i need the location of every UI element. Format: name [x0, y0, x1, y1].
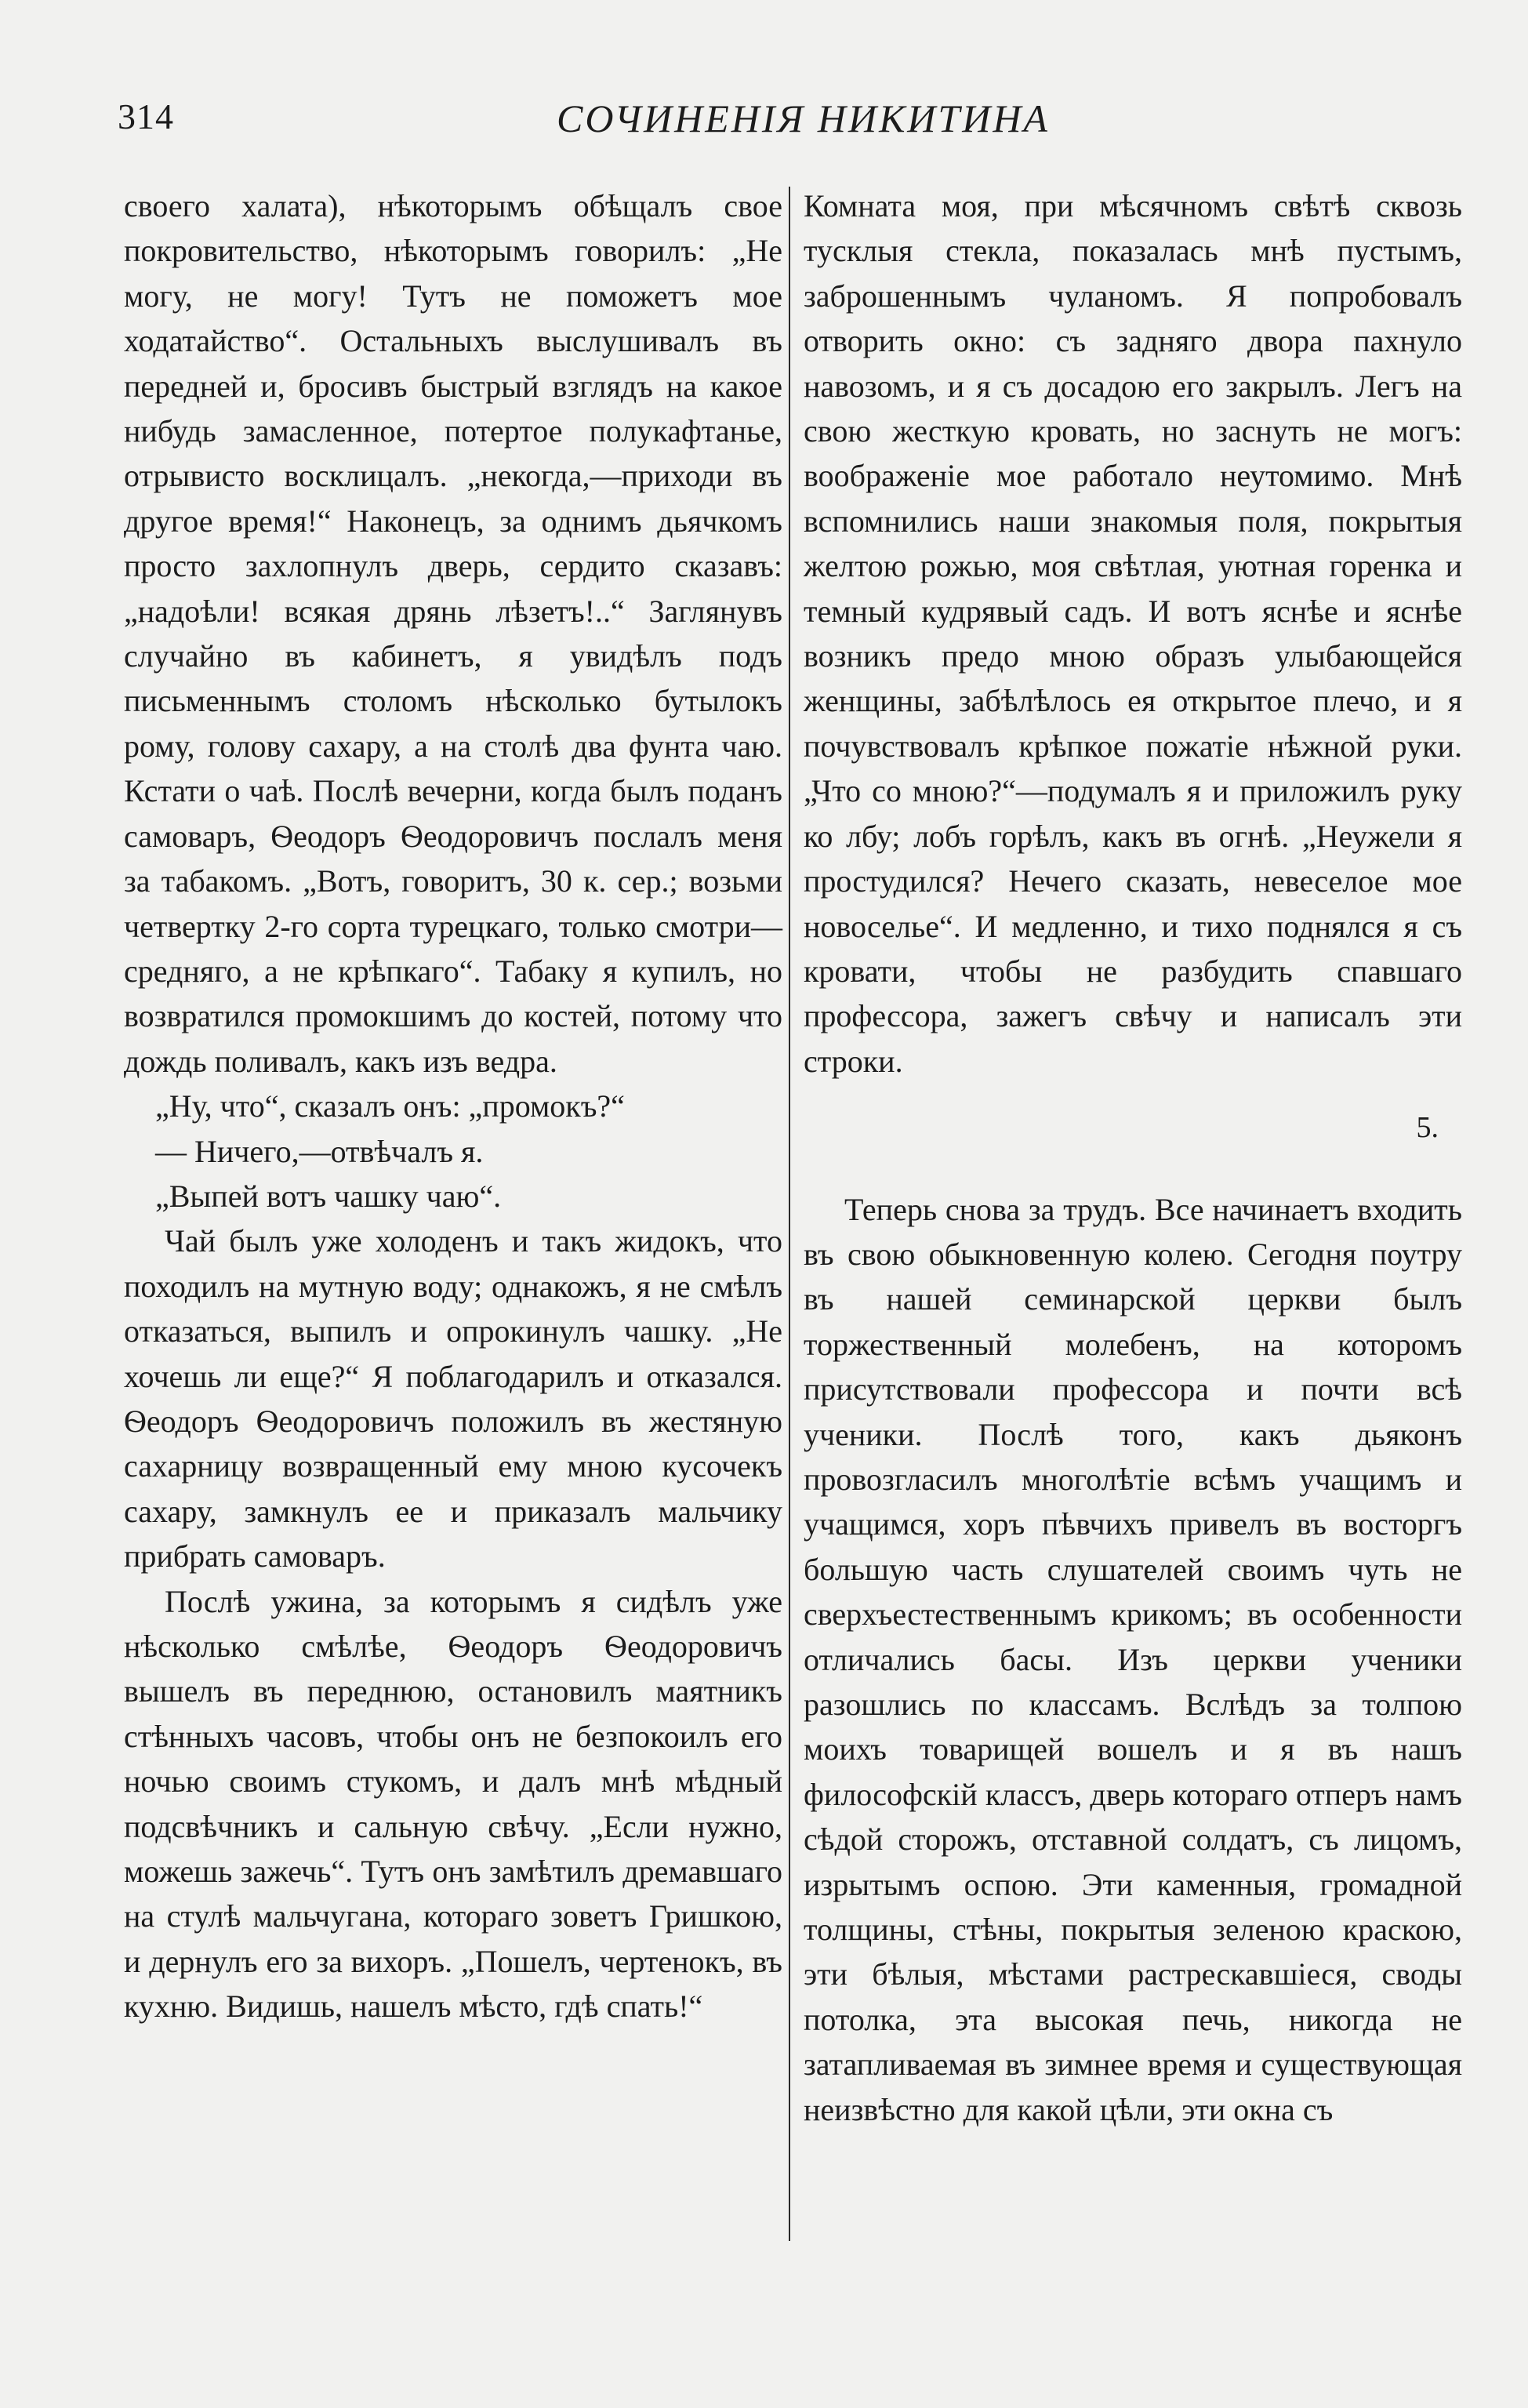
paragraph: Теперь снова за трудъ. Все начинаетъ входить въ свою обыкновенную колею. Сегодня поутру въ нашей семинарской церкви былъ торжественный молебенъ, на которомъ присутствовали профессора и почти всѣ ученики. Послѣ того, какъ дьяконъ провозгласилъ многолѣтіе всѣмъ учащимъ и учащимся, хоръ пѣвчихъ привелъ въ восторгъ большую часть слушателей своимъ чуть не сверхъестественнымъ крикомъ; въ особенности отличались басы. Изъ церкви ученики разошлись по классамъ. Вслѣдъ за толпою моихъ товарищей вошелъ и я въ нашъ философскій классъ, дверь котораго отперъ намъ сѣдой сторожъ, отставной солдатъ, съ лицомъ, изрытымъ оспою. Эти каменныя, громадной толщины, стѣны, покрытыя зеленою краскою, эти бѣлыя, мѣстами растрескавшіеся, своды потолка, эта высокая печь, никогда не затапливаемая въ зимнее время и существующая неизвѣстно для какой цѣли, эти окна съ — [804, 1191, 1462, 2127]
right-column — [804, 183, 1462, 2132]
column-divider — [789, 187, 790, 2241]
dialogue-line: „Ну, что“, сказалъ онъ: „промокъ?“ — [155, 1088, 625, 1124]
dialogue-line: — Ничего,—отвѣчалъ я. — [155, 1133, 484, 1169]
paragraph: Послѣ ужина, за которымъ я сидѣлъ уже нѣсколько смѣлѣе, Ѳеодоръ Ѳеодоровичъ вышелъ въ переднюю, остановилъ маятникъ стѣнныхъ часовъ, чтобы онъ не безпокоилъ его ночью своимъ стукомъ, и далъ мнѣ мѣдный подсвѣчникъ и сальную свѣчу. „Если нужно, можешь зажечь“. Тутъ онъ замѣтилъ дремавшаго на стулѣ мальчугана, котораго зоветъ Гришкою, и дернулъ его за вихоръ. „Пошелъ, чертенокъ, въ кухню. Видишь, нашелъ мѣсто, гдѣ спать!“ — [124, 1583, 782, 2025]
page-header — [118, 96, 1450, 151]
section-number: 5. — [1416, 1111, 1439, 1145]
page-number: 314 — [118, 96, 174, 136]
left-column — [124, 183, 782, 2029]
paragraph: Чай былъ уже холоденъ и такъ жидокъ, что походилъ на мутную воду; однакожъ, я не смѣлъ отказаться, выпилъ и опрокинулъ чашку. „Не хочешь ли еще?“ Я поблагодарилъ и отказался. Ѳеодоръ Ѳеодоровичъ положилъ въ жестяную сахарницу возвращенный ему мною кусочекъ сахару, замкнулъ ее и приказалъ мальчику прибрать самоваръ. — [124, 1223, 782, 1574]
dialogue-line: „Выпей вотъ чашку чаю“. — [155, 1178, 502, 1214]
paragraph: своего халата), нѣкоторымъ обѣщалъ свое покровительство, нѣкоторымъ говорилъ: „Не могу, не могу! Тутъ не поможетъ мое ходатайство“. Остальныхъ выслушивалъ въ передней и, бросивъ быстрый взглядъ на какое нибудь замасленное, потертое полукафтанье, отрывисто восклицалъ. „некогда,—приходи въ другое время!“ Наконецъ, за однимъ дьячкомъ просто захлопнулъ дверь, сердито сказавъ: „надоѣли! всякая дрянь лѣзетъ!..“ Заглянувъ случайно въ кабинетъ, я увидѣлъ подъ письменнымъ столомъ нѣсколько бутылокъ рому, голову сахару, а на столѣ два фунта чаю. Кстати о чаѣ. Послѣ вечерни, когда былъ поданъ самоваръ, Ѳеодоръ Ѳеодоровичъ послалъ меня за табакомъ. „Вотъ, говоритъ, 30 к. сер.; возьми четвертку 2-го сорта турецкаго, только смотри—средняго, а не крѣпкаго“. Табаку я купилъ, но возвратился промокшимъ до костей, потому что дождь поливалъ, какъ изъ ведра. — [124, 188, 782, 1079]
running-title: СОЧИНЕНІЯ НИКИТИНА — [557, 96, 1050, 140]
paragraph: Комната моя, при мѣсячномъ свѣтѣ сквозь тусклыя стекла, показалась мнѣ пустымъ, заброшеннымъ чуланомъ. Я попробовалъ отворить окно: съ задняго двора пахнуло навозомъ, и я съ досадою его закрылъ. Легъ на свою жесткую кровать, но заснуть не могъ: воображеніе мое работало неутомимо. Мнѣ вспомнились наши знакомыя поля, покрытыя желтою рожью, моя свѣтлая, уютная горенка и темный кудрявый садъ. И вотъ яснѣе и яснѣе возникъ предо мною образъ улыбающейся женщины, забѣлѣлось ея открытое плечо, и я почувствовалъ крѣпкое пожатіе нѣжной руки. „Что со мною?“—подумалъ я и приложилъ руку ко лбу; лобъ горѣлъ, какъ въ огнѣ. „Неужели я простудился? Нечего сказать, невеселое мое новоселье“. И медленно, и тихо поднялся я съ кровати, чтобы не разбудить спавшаго профессора, зажегъ свѣчу и написалъ эти строки. — [804, 188, 1462, 1079]
